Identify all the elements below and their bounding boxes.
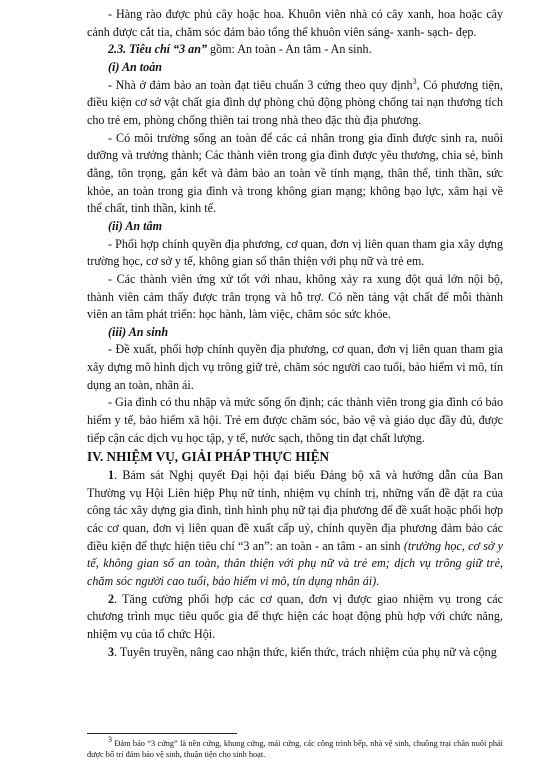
criteria-heading-rest: gồm: An toàn - An tâm - An sinh. [207, 42, 372, 57]
numbered-item-3 [87, 644, 503, 662]
paragraph-fence: - Hàng rào được phủ cây hoặc hoa. Khuôn viên nhà có cây xanh, hoa hoặc cây cảnh được cắt tỉa, chăm sóc đảm bảo tổng thể khuôn viên sáng- xanh- sạch- đẹp. [87, 7, 503, 39]
paragraph-housing-start: - Nhà ở đảm bảo an toàn đạt tiêu chuẩn 3 cứng theo quy định [108, 77, 413, 92]
paragraph-housing [87, 77, 503, 130]
item-2-number: 2 [108, 591, 115, 606]
section-heading: IV. NHIỆM VỤ, GIẢI PHÁP THỰC HIỆN [87, 449, 330, 465]
footnote [87, 735, 503, 760]
criteria-heading-label: 2.3. Tiêu chí “3 an” [108, 42, 207, 57]
criteria-heading [87, 41, 503, 59]
footnote-text: Đảm bảo “3 cứng” là nền cứng, khung cứng, mái cứng, các công trình bếp, nhà vệ sinh, chuồng trại chăn nuôi phải được bố trí đảm bảo vệ sinh, thuận tiện cho sinh hoạt. [87, 739, 503, 759]
item-1-end: . [376, 574, 380, 588]
item-1-italic: (trường học, cơ sở y tế, không gian số an toàn, thân thiện với phụ nữ và trẻ em; dịch vụ trông giữ trẻ, chăm sóc người cao tuổi, bảo hiểm vi mô, tín dụng nhân ái) [87, 538, 503, 588]
footnote-divider [87, 733, 237, 734]
item-1-text: . Bám sát Nghị quyết Đại hội đại biểu Đảng bộ xã và hướng dẫn của Ban Thường vụ Hội Liên hiệp Phụ nữ tỉnh, nhiệm vụ chính trị, những vấn đề đặt ra của công tác xây dựng gia đình, tình hình phụ nữ tại địa phương để đề xuất hoặc phối hợp các cơ quan, đơn vị liên quan đề xuất cấp uỷ, chính quyền địa phương đảm bảo các điều kiện để thực hiện tiêu chí “3 an”: an toàn - an tâm - an sinh [87, 468, 503, 553]
item-1-number: 1 [108, 468, 115, 483]
paragraph-housing-end: , Có phương tiện, điều kiện cơ sở vật chất gia đình dự phòng chủ động phòng chống tai nạn thương tích cho trẻ em, phòng chống thiên tai trong nhà theo đặc thù địa phương. [87, 77, 503, 127]
paragraph-members: - Các thành viên ứng xử tốt với nhau, không xảy ra xung đột quá lớn nội bộ, thành viên cảm thấy được trân trọng và hỗ trợ. Có nền tảng vật chất để mỗi thành viên an tâm phát triển: học hành, làm việc, chăm sóc sức khỏe. [87, 271, 503, 322]
subheading-an-toan: (i) An toàn [108, 59, 162, 74]
footnote-ref: 3 [412, 76, 417, 86]
paragraph-cooperation: - Phối hợp chính quyền địa phương, cơ quan, đơn vị liên quan tham gia xây dựng trường học, cơ sở y tế, không gian số thân thiện với phụ nữ và trẻ em. [87, 236, 503, 269]
footnote-mark: 3 [108, 735, 112, 745]
item-2-text: . Tăng cường phối hợp các cơ quan, đơn vị được giao nhiệm vụ trong các chương trình mục tiêu quốc gia để thực hiện các hoạt động phù hợp với chức năng, nhiệm vụ của tổ chức Hội. [87, 591, 503, 641]
numbered-item-2 [87, 591, 503, 644]
subheading-an-sinh: (iii) An sinh [108, 324, 169, 339]
paragraph-safe-environment: - Có môi trường sống an toàn để các cá nhân trong gia đình được sinh ra, nuôi dưỡng và trưởng thành; Các thành viên trong gia đình được yêu thương, chia sẻ, bình đẳng, tôn trọng, gắn kết và đảm bảo an toàn về tính mạng, thân thể, tinh thần, sức khỏe, an toàn trong gia đình và trong không gian mạng; không bạo lực, xâm hại về thể chất, tinh thần, kinh tế. [87, 130, 503, 216]
item-3-number: 3 [108, 644, 115, 659]
item-3-text: . Tuyên truyền, nâng cao nhận thức, kiến thức, trách nhiệm của phụ nữ và cộng [114, 644, 497, 659]
subheading-an-tam: (ii) An tâm [108, 218, 162, 233]
numbered-item-1 [87, 467, 503, 591]
paragraph-proposal: - Đề xuất, phối hợp chính quyền địa phương, cơ quan, đơn vị liên quan tham gia xây dựng mô hình dịch vụ trông giữ trẻ, chăm sóc người cao tuổi, bảo hiểm vi mô, tín dụng an toàn, nhân ái. [87, 342, 503, 392]
body-text [87, 6, 503, 661]
paragraph-income: - Gia đình có thu nhập và mức sống ổn định; các thành viên trong gia đình có bảo hiểm y tế, bảo hiểm xã hội. Trẻ em được chăm sóc, bảo vệ và giáo dục đầy đủ, được tiếp cận các dịch vụ học tập, y tế, nước sạch, thông tin đạt chất lượng. [87, 395, 503, 445]
